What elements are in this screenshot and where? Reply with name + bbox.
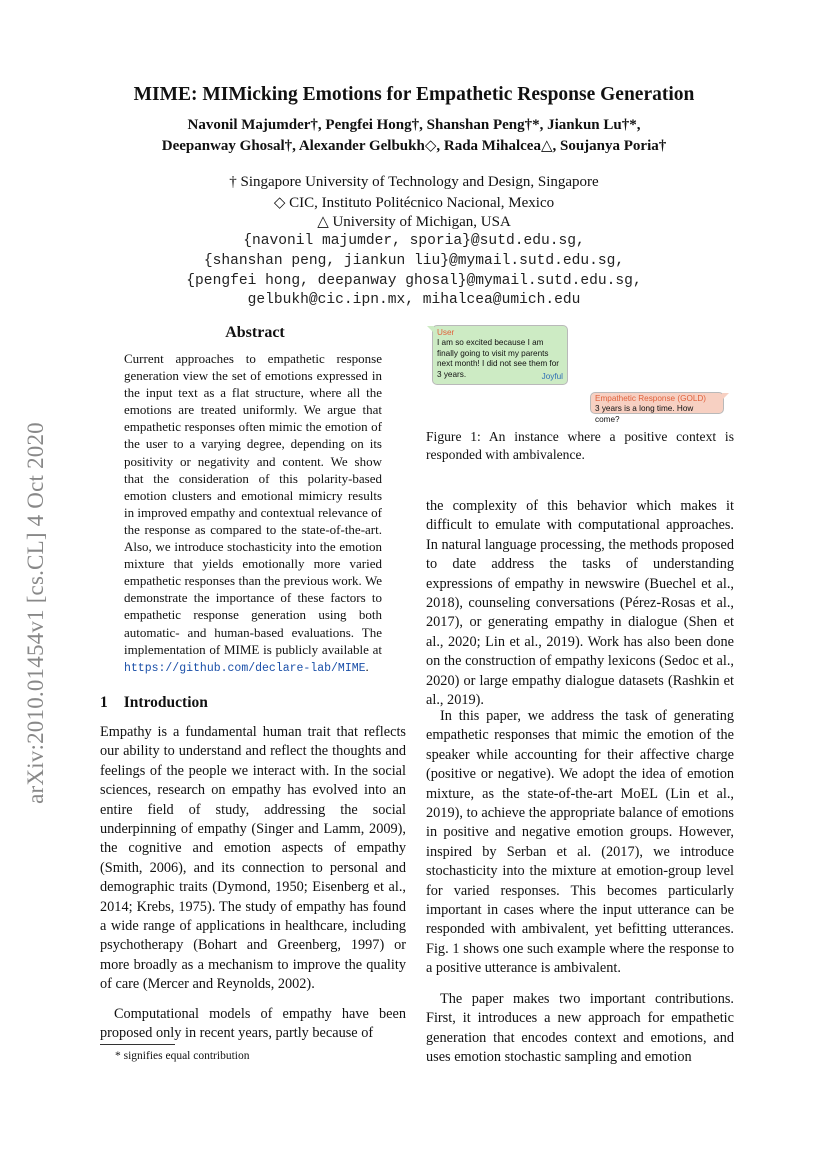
intro-paragraph-2: Computational models of empathy have been proposed only in recent years, partly because of: [100, 1006, 406, 1042]
email-line-3: {pengfei hong, deepanway ghosal}@mymail.sutd.edu.sg,: [186, 273, 642, 289]
response-label: Empathetic Response (GOLD): [595, 394, 707, 403]
arxiv-stamp: [18, 378, 54, 848]
email-line-4: gelbukh@cic.ipn.mx, mihalcea@umich.edu: [247, 292, 581, 308]
section-heading-introduction: [100, 694, 208, 712]
affiliation-1: † Singapore University of Technology and Design, Singapore: [229, 174, 599, 190]
arxiv-stamp-text: arXiv:2010.01454v1 [cs.CL] 4 Oct 2020: [23, 422, 48, 804]
user-message-text: I am so excited because I am finally going to visit my parents next month! I did not see them for 3 years.: [437, 338, 559, 379]
email-line-1: {navonil majumder, sporia}@sutd.edu.sg,: [243, 233, 585, 249]
section-title: Introduction: [123, 694, 208, 711]
affiliation-3: △ University of Michigan, USA: [317, 214, 511, 230]
footnote: * signifies equal contribution: [115, 1050, 250, 1062]
email-line-2: {shanshan peng, jiankun liu}@mymail.sutd.edu.sg,: [203, 253, 625, 269]
response-message-bubble: [590, 392, 724, 424]
authors-line-1: Navonil Majumder†, Pengfei Hong†, Shanshan Peng†*, Jiankun Lu†*,: [187, 117, 641, 133]
abstract-body: [124, 350, 382, 677]
right-paragraph-1: the complexity of this behavior which makes it difficult to emulate with computational approaches. In natural language processing, the methods proposed to date address the tasks of understanding expressions of empathy in newswire (Buechel et al., 2018), counseling conversations (Pérez-Rosas et al., 2017), or generating empathy in dialogue (Shen et al., 2020; Lin et al., 2019). Work has also been done on the construction of empathy lexicons (Sedoc et al., 2020) or large empathy dialogue datasets (Rashkin et al., 2019).: [426, 498, 734, 709]
intro-paragraph-1: Empathy is a fundamental human trait that reflects our ability to understand and reflect the thoughts and feelings of the people we interact with. In the social sciences, research on empathy has evolved into an entire field of study, addressing the social underpinning of empathy (Singer and Lamm, 2009), the cognitive and emotion aspects of empathy (Smith, 2006), and its connection to personal and demographic traits (Dymond, 1950; Eisenberg et al., 2014; Krebs, 1975). The study of empathy has found a wide range of applications in healthcare, including psychotherapy (Bohart and Greenberg, 1997) or more broadly as a mechanism to improve the quality of care (Mercer and Reynolds, 2002).: [100, 724, 406, 993]
user-emotion-label: Joyful: [541, 371, 563, 381]
footnote-rule: [100, 1044, 175, 1045]
authors-line-2: Deepanway Ghosal†, Alexander Gelbukh◇, Rada Mihalcea△, Soujanya Poria†: [161, 138, 667, 154]
figure-1: [426, 322, 736, 422]
abstract-github-link[interactable]: https://github.com/declare-lab/MIME: [124, 661, 366, 675]
user-label: User: [437, 328, 455, 337]
abstract-text: Current approaches to empathetic response generation view the set of emotions expressed in the input text as a flat structure, where all the emotions are treated uniformly. We argue that empathetic responses often mimic the emotion of the user to a varying degree, depending on its positivity or negativity and content. We show that the consideration of this polarity-based emotion clusters and emotional mimicry results in improved empathy and contextual relevance of the response as compared to the state-of-the-art. Also, we introduce stochasticity into the emotion mixture that yields emotionally more varied empathetic responses than the previous work. We demonstrate the importance of these factors to empathetic response generation using both automatic- and human-based evaluations. The implementation of MIME is publicly available at: [124, 351, 382, 657]
affiliation-2: ◇ CIC, Instituto Politécnico Nacional, Mexico: [273, 195, 555, 211]
figure-1-caption: Figure 1: An instance where a positive context is responded with ambivalence.: [426, 429, 734, 462]
abstract-heading: Abstract: [225, 324, 285, 341]
paper-title: MIME: MIMicking Emotions for Empathetic Response Generation: [133, 84, 695, 105]
user-message-bubble: [432, 325, 568, 385]
section-number: 1: [100, 694, 108, 711]
right-paragraph-3: The paper makes two important contributions. First, it introduces a new approach for empathetic generation that encodes context and emotions, and uses emotion stochastic sampling and emotion: [426, 991, 734, 1066]
right-paragraph-2: In this paper, we address the task of generating empathetic responses that mimic the emotion of the speaker while accounting for their affective charge (positive or negative). We adopt the idea of emotion mixture, as the state-of-the-art MoEL (Lin et al., 2019), to achieve the appropriate balance of emotions in positive and negative emotion groups. However, inspired by Serban et al. (2017), we introduce stochasticity into the mixture at emotion-group level for varied responses. This becomes particularly important in cases where the input utterance can be responded with ambivalent, yet befitting utterances. Fig. 1 shows one such example where the response to a positive utterance is ambivalent.: [426, 708, 734, 977]
response-message-text: 3 years is a long time. How come?: [595, 404, 694, 424]
abstract-end: .: [365, 658, 369, 674]
